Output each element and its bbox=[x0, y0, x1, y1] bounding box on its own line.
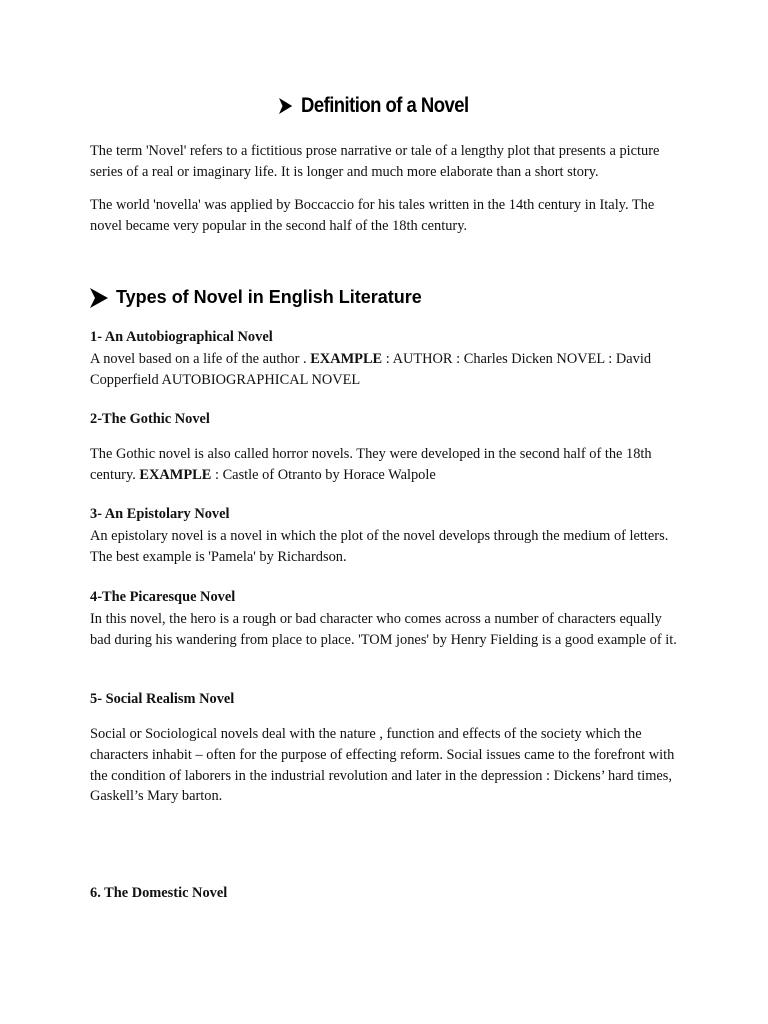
arrowhead-bullet-icon bbox=[279, 98, 292, 114]
novel-type-heading: 2-The Gothic Novel bbox=[90, 411, 210, 427]
section-heading-definition bbox=[279, 94, 469, 118]
section-heading-types bbox=[90, 287, 422, 308]
novel-type-heading: 1- An Autobiographical Novel bbox=[90, 329, 273, 345]
novel-type-description: A novel based on a life of the author . EXAMPLE : AUTHOR : Charles Dicken NOVEL : David Copperfield AUTOBIOGRAPHICAL NOVEL bbox=[90, 351, 652, 388]
example-label: EXAMPLE bbox=[139, 466, 212, 483]
novel-type-description: Social or Sociological novels deal with the nature , function and effects of the society which the characters inhabit – often for the purpose of effecting reform. Social issues came to the forefront with the condition of laborers in the industrial revolution and later in the depression : Dickens’ hard times, Gaskell’s Mary barton. bbox=[90, 726, 675, 805]
novel-type-description: The Gothic novel is also called horror novels. They were developed in the second half of the 18th century. EXAMPLE : Castle of Otranto by Horace Walpole bbox=[90, 446, 652, 483]
novel-type-heading: 3- An Epistolary Novel bbox=[90, 506, 230, 522]
definition-paragraph-2: The world 'novella' was applied by Boccaccio for his tales written in the 14th century in Italy. The novel became very popular in the second half of the 18th century. bbox=[90, 197, 655, 234]
section-title: Definition of a Novel bbox=[301, 94, 469, 117]
novel-type-heading: 5- Social Realism Novel bbox=[90, 691, 235, 707]
section-title: Types of Novel in English Literature bbox=[116, 287, 422, 307]
definition-paragraph-1: The term 'Novel' refers to a fictitious prose narrative or tale of a lengthy plot that presents a picture series of a real or imaginary life. It is longer and much more elaborate than a short story. bbox=[90, 143, 660, 180]
novel-type-description: An epistolary novel is a novel in which the plot of the novel develops through the medium of letters. The best example is 'Pamela' by Richardson. bbox=[90, 528, 669, 565]
example-label: EXAMPLE bbox=[310, 351, 383, 367]
novel-type-description: In this novel, the hero is a rough or bad character who comes across a number of characters equally bad during his wandering from place to place. 'TOM jones' by Henry Fielding is a good example of it. bbox=[90, 611, 677, 648]
novel-type-heading: 6. The Domestic Novel bbox=[90, 885, 228, 901]
arrowhead-bullet-icon bbox=[90, 288, 108, 308]
novel-type-heading: 4-The Picaresque Novel bbox=[90, 589, 236, 605]
